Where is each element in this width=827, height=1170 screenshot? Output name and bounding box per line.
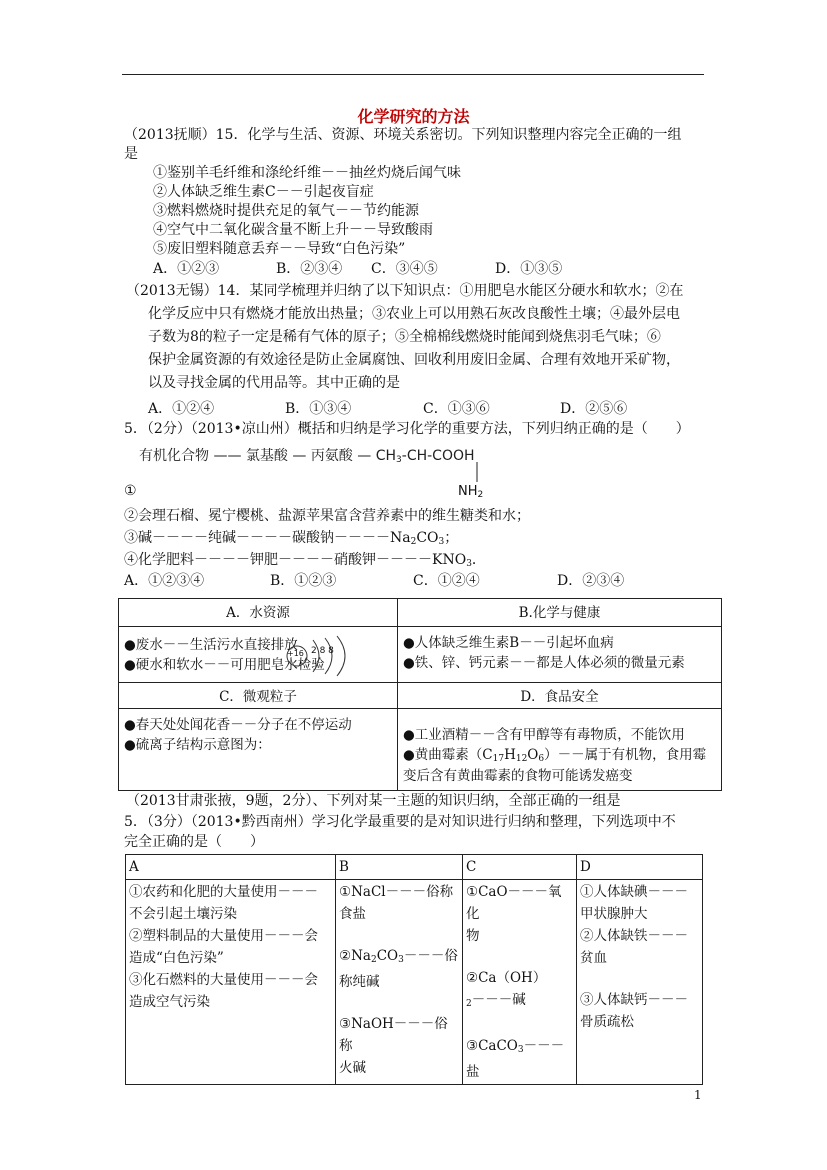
table2-head-a: A: [126, 855, 336, 880]
q2-line: 化学反应中只有燃烧才能放出热量；③农业上可以用熟石灰改良酸性土壤；④最外层电: [148, 306, 680, 322]
table2-c-line: ①CaO－－－氧化: [466, 884, 562, 922]
document-title: 化学研究的方法: [357, 107, 470, 126]
table2-b-line: 食盐: [339, 906, 366, 922]
page-number: 1: [694, 1088, 702, 1102]
q3-option-a: A．①②③④: [124, 573, 205, 589]
table2-cell-b: [336, 880, 463, 1085]
q1-option-a: A．①②③: [153, 261, 220, 277]
table1-b-line2: ●铁、锌、钙元素－－都是人体必须的微量元素: [403, 655, 685, 671]
header-rule: [122, 74, 704, 75]
table2-a-line: ③化石燃料的大量使用－－－会: [129, 972, 318, 988]
q2-option-c: C．①③⑥: [423, 401, 490, 417]
table2-d-line: ②人体缺铁－－－: [580, 928, 688, 944]
table2-d-line: ①人体缺碘－－－: [580, 884, 688, 900]
q3-option-c: C．①②④: [413, 573, 480, 589]
q2-line: 以及寻找金属的代用品等。其中正确的是: [148, 375, 400, 391]
table2-head-b: B: [336, 855, 463, 880]
table1-d-line3: 变后含有黄曲霉素的食物可能诱发癌变: [403, 768, 633, 784]
table1-cell-b: [398, 627, 722, 683]
table1-b-line1: ●人体缺乏维生素B－－引起坏血病: [403, 635, 614, 651]
table1-head-a: A．水资源: [119, 599, 398, 627]
table2-a-line: ①农药和化肥的大量使用－－－: [129, 884, 318, 900]
q5-line1: 5．（3分）（2013•黔西南州）学习化学最重要的是对知识进行归纳和整理，下列选项中不: [124, 814, 676, 830]
q1-item: ③燃料燃烧时提供充足的氧气－－节约能源: [153, 203, 419, 219]
q1-option-b: B．②③④: [276, 261, 343, 277]
q1-option-c: C．③④⑤: [371, 261, 438, 277]
q3-item3: ③碱－－－－纯碱－－－－碳酸钠$----Na_2CO_3$；: [124, 530, 459, 547]
table2-a-line: 不会引起土壤污染: [129, 906, 237, 922]
table2-d-line: 贫血: [580, 950, 607, 966]
q3-option-d: D．②③④: [557, 573, 625, 589]
q1-item: ⑤废旧塑料随意丢弃－－导致“白色污染”: [153, 241, 406, 257]
table1-c-line2: ●硫离子结构示意图为：: [124, 737, 271, 753]
q1-header-line1: （2013抚顺）15．化学与生活、资源、环境关系密切。下列知识整理内容完全正确的一组: [124, 127, 682, 143]
q2-line: （2013无锡）14．某同学梳理并归纳了以下知识点：①用肥皂水能区分硬水和软水；②在: [126, 283, 684, 299]
table1-head-b: B.化学与健康: [398, 599, 722, 627]
q2-option-b: B．①③④: [285, 401, 352, 417]
table2-a-line: ②塑料制品的大量使用－－－会: [129, 928, 318, 944]
table1-c-line1: ●春天处处闻花香－－分子在不停运动: [124, 717, 352, 733]
table1-head-d: D．食品安全: [398, 683, 722, 709]
table2-c-line: ③CaCO$_3$－－－盐: [466, 1038, 565, 1080]
table2-d-line: 甲状腺肿大: [580, 906, 648, 922]
table2-b-line: ③NaOH－－－俗称: [339, 1016, 448, 1054]
q4-line: （2013甘肃张掖，9题，2分）、下列对某一主题的知识归纳，全部正确的一组是: [126, 793, 621, 809]
q3-item4: ④化学肥料－－－－钾肥－－－－硝酸钾$----KNO_3$．: [124, 552, 486, 569]
table2-d-line: ③人体缺钙－－－: [580, 992, 688, 1008]
amine-bond: [462, 462, 492, 484]
knowledge-table-2: [125, 854, 703, 1085]
table1-d-line2: ●黄曲霉素$(C_{17}H_{12}O_6)--$属于有机物，食用霉: [403, 747, 707, 764]
q2-line: 保护金属资源的有效途径是防止金属腐蚀、回收利用废旧金属、合理有效地开采矿物，: [148, 352, 680, 368]
table2-b-line: $②Na_2CO_3---$俗: [339, 948, 458, 965]
table2-cell-d: [577, 880, 703, 1085]
table2-cell-c: [463, 880, 577, 1085]
amine-group: $NH_2$: [458, 484, 484, 500]
table2-cell-a: [126, 880, 336, 1085]
q3-option-b: B．①②③: [270, 573, 337, 589]
q2-option-a: A．①②④: [148, 401, 215, 417]
table1-a-line2: ●硬水和软水－－可用肥皂水检验: [124, 657, 325, 673]
table2-c-line: 物: [466, 928, 480, 944]
nucleus-charge-label: +16: [287, 649, 304, 658]
q1-header-line2: 是: [124, 146, 138, 162]
table2-head-c: C: [463, 855, 577, 880]
table1-head-c: C．微观粒子: [119, 683, 398, 709]
chain-dash: —: [292, 448, 307, 464]
table1-d-line1: ●工业酒精－－含有甲醇等有毒物质，不能饮用: [403, 727, 685, 743]
amino-acid-chain: [139, 445, 475, 465]
q2-option-d: D．②⑤⑥: [560, 401, 628, 417]
chain-term-organic: 有机化合物: [139, 448, 209, 464]
table2-c-line: ②Ca（OH）: [466, 970, 547, 986]
table2-a-line: 造成空气污染: [129, 994, 210, 1010]
chain-dash: ——: [213, 448, 242, 464]
q1-item: ①鉴别羊毛纤维和涤纶纤维－－抽丝灼烧后闻气味: [153, 165, 461, 181]
chain-formula: $CH_3-CH$-COOH: [375, 448, 475, 465]
table2-a-line: 造成“白色污染”: [129, 950, 224, 966]
chain-term-amino: 氯基酸: [245, 448, 288, 464]
q1-item: ④空气中二氧化碳含量不断上升－－导致酸雨: [153, 222, 433, 238]
table2-b-line: ①NaCl－－－俗称: [339, 884, 454, 900]
chain-term-alanine: 丙氨酸: [310, 448, 353, 464]
table2-b-line: 称纯碱: [339, 974, 380, 990]
q1-item: ②人体缺乏维生素C－－引起夜盲症: [153, 184, 374, 200]
q1-option-d: D．①③⑤: [495, 261, 563, 277]
chain-dash: —: [357, 448, 372, 464]
sulfide-ion-diagram: [285, 628, 365, 684]
q3-header: 5．（2分）（2013•凉山州）概括和归纳是学习化学的重要方法，下列归纳正确的是（ ）: [124, 421, 690, 437]
table1-cell-d: [398, 709, 722, 791]
table2-c-line: $_2$－－－碱: [466, 992, 526, 1009]
table1-cell-c: [119, 709, 398, 791]
table2-b-line: 火碱: [339, 1060, 366, 1076]
knowledge-table-1: [118, 598, 722, 791]
electron-shells-label: 2 8 8: [311, 646, 334, 656]
table2-d-line: 骨质疏松: [580, 1014, 634, 1030]
q3-item1: ①: [124, 483, 137, 499]
q5-line2: 完全正确的是（ ）: [124, 834, 264, 850]
q2-line: 子数为8的粒子一定是稀有气体的原子；⑤全棉棉线燃烧时能闻到烧焦羽毛气味；⑥: [148, 329, 661, 345]
table1-a-line1: ●废水－－生活污水直接排放: [124, 637, 298, 653]
table2-head-d: D: [577, 855, 703, 880]
q3-item2: ②会理石榴、冕宁樱桃、盐源苹果富含营养素中的维生糖类和水；: [124, 508, 530, 524]
